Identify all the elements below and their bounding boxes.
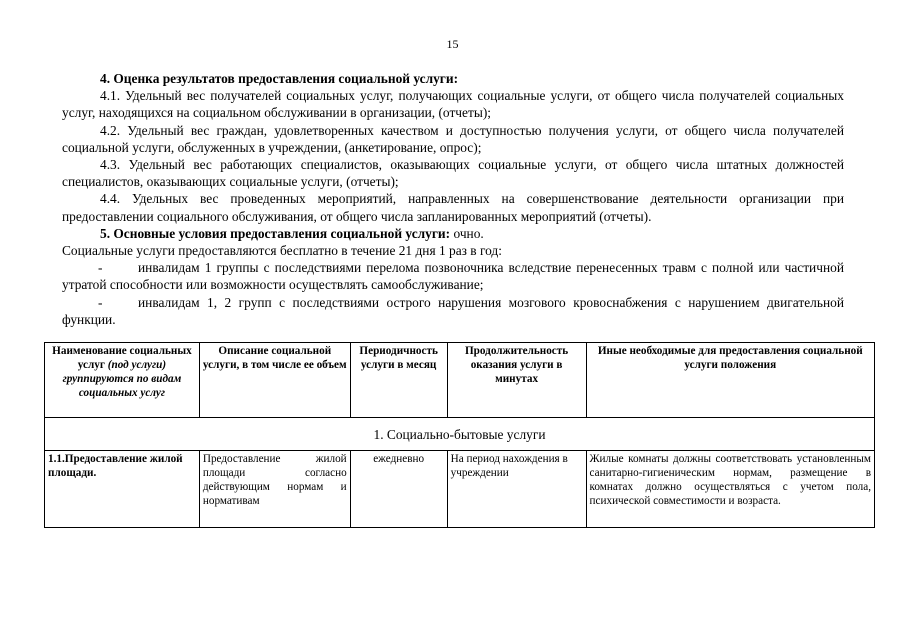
table-section-row [45, 418, 875, 451]
table-header-row [45, 343, 875, 418]
section-5-heading: 5. Основные условия предоставления социальной услуги: очно. [100, 225, 484, 241]
header-service-name: Наименование социальных услуг (под услуги) группируются по видам социальных услуг [45, 343, 200, 418]
table-row [45, 451, 875, 528]
section-4-item: 4.3. Удельный вес работающих специалистов, оказывающих социальные услуги, от общего числа штатных должностей специалистов, оказывающих социальные услуги, (отчеты); [62, 157, 844, 190]
document-body [62, 70, 844, 328]
cell-other: Жилые комнаты должны соответствовать установленным санитарно-гигиеническим нормам, размещение в комнатах должно осуществляться с учетом пола, психической совместимости и возраста. [586, 451, 874, 528]
cell-service-name: 1.1.Предоставление жилой площади. [45, 451, 200, 528]
cell-description: Предоставление жилой площади согласно действующим нормам и нормативам [199, 451, 350, 528]
section-4-heading: 4. Оценка результатов предоставления социальной услуги: [100, 71, 459, 86]
header-other-provisions: Иные необходимые для предоставления социальной услуги положения [586, 343, 874, 418]
condition-bullet: - инвалидам 1 группы с последствиями перелома позвоночника вследствие перенесенных травм с полной или частичной утратой способности или возможности осуществлять самообслуживание; [62, 260, 844, 293]
section-title: 1. Социально-бытовые услуги [45, 418, 875, 451]
condition-bullet: - инвалидам 1, 2 групп с последствиями острого нарушения мозгового кровоснабжения с нарушением двигательной функции. [62, 294, 844, 327]
section-4-item: 4.2. Удельный вес граждан, удовлетворенных качеством и доступностью получения услуги, от общего числа получателей социальной услуги, обслуженных в учреждении, (анкетирование, опрос); [62, 122, 844, 155]
section-4-item: 4.4. Удельных вес проведенных мероприятий, направленных на совершенствование деятельности организации при предоставлении социального обслуживания, от общего числа запланированных мероприятий (отчеты). [62, 191, 844, 224]
services-table [44, 342, 875, 528]
page-number: 15 [446, 37, 459, 51]
section-4-item: 4.1. Удельный вес получателей социальных услуг, получающих социальные услуги, от общего числа получателей социальных услуг, находящихся на социальном обслуживании в организации, (отчеты); [62, 88, 844, 121]
header-duration: Продолжительность оказания услуги в минутах [447, 343, 586, 418]
cell-periodicity: ежедневно [350, 451, 447, 528]
header-description: Описание социальной услуги, в том числе ее объем [199, 343, 350, 418]
cell-duration: На период нахождения в учреждении [447, 451, 586, 528]
header-periodicity: Периодичность услуги в месяц [350, 343, 447, 418]
section-5-intro: Социальные услуги предоставляются бесплатно в течение 21 дня 1 раз в год: [62, 243, 502, 259]
